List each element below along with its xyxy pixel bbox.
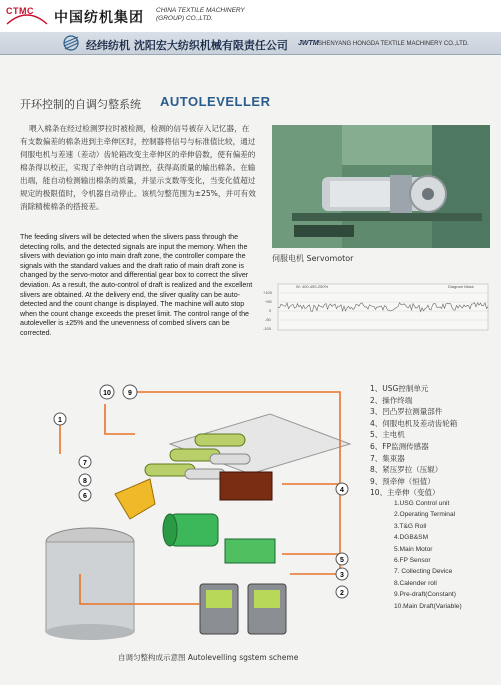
legend-cn-item: 4、伺服电机及差动齿轮箱 bbox=[370, 418, 458, 428]
marker-7: 7 bbox=[83, 460, 87, 467]
marker-2: 2 bbox=[340, 590, 344, 597]
description-en: The feeding slivers will be detected when the slivers pass through the detecting rolls, and the detected signals are input the memory. When the slivers with deviation go into main draft zone, the controller compare the signals with the standard values and the draft ratio of main draft zone is changed by the servo-motor and differential gear box to correct the sliver deviation. As a result, the auto-control of draft is realized and the excellent slivers are obtained. At the delivery end, the sliver quality can be auto-detected and the count change is displayed. The machine will auto stop when the count change exceeds the preset limit. The control range of the autoleveller is ±25% and the unevenness of combed slivers can be corrected. bbox=[20, 233, 253, 337]
marker-3: 3 bbox=[340, 572, 344, 579]
legend-en-item: 4.DGB&SM bbox=[394, 534, 429, 542]
group-name-en bbox=[156, 7, 245, 23]
group-name-en-line1: CHINA TEXTILE MACHINERY bbox=[156, 7, 245, 14]
legend-cn-item: 5、主电机 bbox=[370, 430, 405, 440]
group-name-en-line2: (GROUP) CO.,LTD. bbox=[156, 15, 213, 22]
legend-cn-item: 9、预牵伸（恒值） bbox=[370, 476, 435, 486]
graph-label-left: W: 400-450-250% bbox=[296, 284, 329, 289]
legend-en-item: 7. Collecting Device bbox=[394, 568, 453, 576]
legend-cn-item: 2、操作终端 bbox=[370, 395, 413, 405]
graph-y-tick: +100 bbox=[263, 290, 273, 295]
brand-mark: CTMC bbox=[6, 6, 34, 16]
legend-en bbox=[394, 498, 462, 612]
marker-6: 6 bbox=[83, 493, 87, 500]
marker-8: 8 bbox=[83, 478, 87, 485]
servomotor-caption: 伺服电机 Servomotor bbox=[272, 254, 354, 263]
graph-y-tick: -100 bbox=[263, 326, 272, 331]
legend-en-item: 2.Operating Terminal bbox=[394, 511, 456, 519]
diagram-caption: 自调匀整构成示意图 Autolevelling sgstem scheme bbox=[118, 653, 299, 662]
legend-en-item: 10.Main Draft(Variable) bbox=[394, 602, 462, 610]
autolevelling-scheme-diagram bbox=[20, 374, 375, 642]
legend-en-item: 1.USG Control unit bbox=[394, 500, 450, 507]
servomotor-photo bbox=[272, 125, 490, 248]
marker-4: 4 bbox=[340, 487, 344, 494]
graph-y-tick: 0 bbox=[269, 308, 272, 313]
jwtm-logo-icon bbox=[60, 35, 82, 51]
legend-en-item: 9.Pre-draft(Constant) bbox=[394, 591, 456, 599]
legend-cn-item: 8、紧压罗拉（压辊） bbox=[370, 465, 443, 475]
description-cn: 喂入棉条在经过检测罗拉时被检测，检测的信号被存入记忆器，在有支数偏差的棉条进到主牵伸区时，控制器将信号与标准值比较，通过伺服电机与差速（差动）齿轮箱改变主牵伸区的牵伸倍数，使有偏差的棉条得以校正，实现了牵伸的自动调控，获得高质量的输出棉条。在输出端，能自动检测输出棉条的质量，并显示支数等变化，当变化值超过规定的极限值时，令机器自动停止。该机匀整范围为±25%，并可有效消除精梳棉条的搭接差。 bbox=[20, 124, 256, 211]
marker-9: 9 bbox=[128, 390, 132, 397]
legend-en-item: 8.Calender roll bbox=[394, 579, 437, 587]
legend-cn-item: 3、凹凸罗拉测量部件 bbox=[370, 407, 443, 417]
section-title-en: AUTOLEVELLER bbox=[160, 94, 271, 109]
marker-5: 5 bbox=[340, 557, 344, 564]
graph-label-right: Diagram Mass bbox=[448, 284, 474, 289]
legend-en-item: 5.Main Motor bbox=[394, 545, 433, 553]
legend-cn-item: 7、集束器 bbox=[370, 453, 405, 463]
diagram-mass-graph bbox=[262, 278, 490, 336]
legend-cn bbox=[370, 383, 457, 499]
company-name-en: SHENYANG HONGDA TEXTILE MACHINERY CO.,LTD. bbox=[318, 41, 469, 47]
legend-en-item: 6.FP Sensor bbox=[394, 557, 431, 565]
jwtm-label: JWTM bbox=[298, 40, 319, 47]
marker-10: 10 bbox=[103, 390, 111, 397]
legend-cn-item: 1、USG控制单元 bbox=[370, 384, 429, 393]
company-name-cn: 经纬纺机 沈阳宏大纺织机械有限责任公司 bbox=[86, 39, 288, 52]
legend-cn-item: 6、FP监测传感器 bbox=[370, 441, 429, 451]
legend-cn-item: 10、主牵伸（变值） bbox=[370, 488, 440, 498]
marker-1: 1 bbox=[58, 417, 62, 424]
group-name-cn: 中国纺机集团 bbox=[54, 10, 144, 26]
legend-en-item: 3.T&G Roll bbox=[394, 522, 427, 530]
graph-y-tick: -50 bbox=[265, 317, 271, 322]
section-title-cn: 开环控制的自调匀整系统 bbox=[20, 98, 141, 111]
graph-y-tick: +50 bbox=[265, 299, 272, 304]
